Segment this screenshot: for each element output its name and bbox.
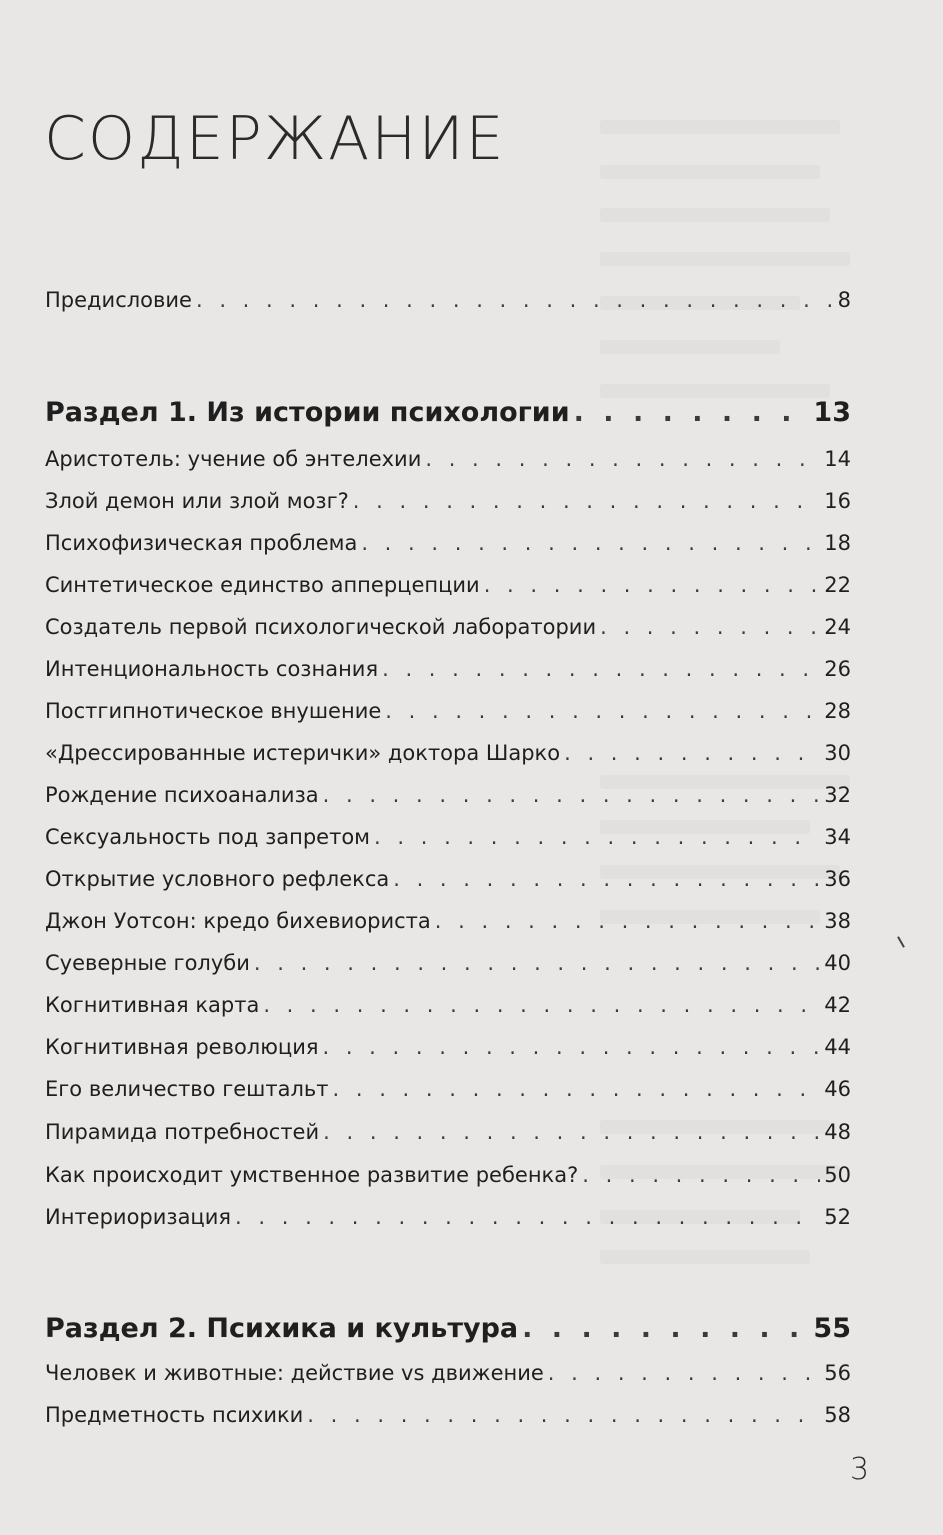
toc-entry-page: 28 [824,699,851,723]
toc-entry-title: Интериоризация [45,1205,232,1229]
toc-entry-page: 50 [824,1163,851,1187]
toc-entry-page: 40 [824,951,851,975]
toc-entry[interactable] [45,613,851,641]
toc-entry[interactable] [45,1161,851,1189]
dot-leader [374,823,820,851]
toc-entry-title: Интенциональность сознания [45,657,379,681]
dot-leader [333,1075,821,1103]
toc-entry-title: Психофизическая проблема [45,531,358,555]
dot-leader [522,1312,809,1346]
toc-section-page: 55 [813,1313,851,1344]
dot-leader [484,571,821,599]
dot-leader [548,1359,820,1387]
toc-entry-page: 58 [824,1403,851,1427]
toc-entry-page: 48 [824,1120,851,1144]
toc-entry[interactable] [45,1118,851,1146]
dot-leader [254,949,820,977]
toc-entry-page: 18 [824,531,851,555]
dot-leader [263,991,820,1019]
toc-entry-title: Сексуальность под запретом [45,825,371,849]
toc-entry-page: 22 [824,573,851,597]
toc-entry-page: 36 [824,867,851,891]
dot-leader [235,1203,820,1231]
toc-entry[interactable] [45,697,851,725]
toc-section-title: Раздел 1. Из истории психологии [45,397,570,428]
toc-entry-page: 34 [824,825,851,849]
dot-leader [564,739,820,767]
page-number: 3 [850,1452,870,1487]
toc-entry-page: 52 [824,1205,851,1229]
toc-entry[interactable] [45,1203,851,1231]
stray-pen-mark [897,936,905,947]
toc-section-page: 13 [813,397,851,428]
dot-leader [353,487,820,515]
dot-leader [323,1118,820,1146]
toc-entry[interactable] [45,1401,851,1429]
toc-entry-page: 56 [824,1361,851,1385]
toc-entry-title: Как происходит умственное развитие ребенка? [45,1163,579,1187]
toc-entry-page: 30 [824,741,851,765]
toc-entry-title: Рождение психоанализа [45,783,319,807]
toc-entry[interactable] [45,991,851,1019]
toc-entry-title: Синтетическое единство апперцепции [45,573,480,597]
toc-entry[interactable] [45,487,851,515]
toc-entry-title: Постгипнотическое внушение [45,699,382,723]
page-title: СОДЕРЖАНИЕ [44,104,506,174]
toc-entry-title: Джон Уотсон: кредо бихевиориста [45,909,431,933]
dot-leader [393,865,820,893]
toc-entry[interactable] [45,655,851,683]
toc-entry[interactable] [45,286,851,314]
toc-entry-title: Предметность психики [45,1403,304,1427]
toc-entry[interactable] [45,865,851,893]
toc-entry-title: Предисловие [45,288,192,312]
dot-leader [307,1401,820,1429]
dot-leader [385,697,820,725]
toc-entry-page: 16 [824,489,851,513]
toc-entry-title: Пирамида потребностей [45,1120,320,1144]
toc-entry-page: 26 [824,657,851,681]
dot-leader [600,613,820,641]
toc-section[interactable] [45,1312,851,1346]
toc-entry[interactable] [45,781,851,809]
toc-entry-title: Аристотель: учение об энтелехии [45,447,422,471]
toc-entry-title: Его величество гештальт [45,1077,329,1101]
toc-entry-page: 14 [824,447,851,471]
toc-entry[interactable] [45,1033,851,1061]
toc-entry[interactable] [45,445,851,473]
toc-entry-page: 8 [837,288,851,312]
dot-leader [196,286,834,314]
toc-entry[interactable] [45,1359,851,1387]
toc-entry-title: Суеверные голуби [45,951,250,975]
toc-entry-page: 24 [824,615,851,639]
toc-entry-title: Когнитивная карта [45,993,260,1017]
toc-entry[interactable] [45,823,851,851]
toc-entry-title: Когнитивная революция [45,1035,319,1059]
toc-section[interactable] [45,396,851,430]
dot-leader [574,396,810,430]
toc-section-title: Раздел 2. Психика и культура [45,1313,519,1344]
toc-entry[interactable] [45,907,851,935]
dot-leader [435,907,821,935]
dot-leader [322,1033,820,1061]
toc-entry-title: Человек и животные: действие vs движение [45,1361,544,1385]
toc-entry[interactable] [45,571,851,599]
toc-entry-page: 38 [824,909,851,933]
toc-entry[interactable] [45,949,851,977]
dot-leader [582,1161,820,1189]
toc-entry-page: 46 [824,1077,851,1101]
toc-entry-page: 42 [824,993,851,1017]
dot-leader [323,781,821,809]
toc-entry-title: Создатель первой психологической лаборатории [45,615,597,639]
toc-entry[interactable] [45,739,851,767]
toc-entry-page: 32 [824,783,851,807]
toc-entry-title: «Дрессированные истерички» доктора Шарко [45,741,561,765]
toc-entry[interactable] [45,1075,851,1103]
toc-entry-title: Злой демон или злой мозг? [45,489,349,513]
toc-entry-page: 44 [824,1035,851,1059]
toc-entry[interactable] [45,529,851,557]
dot-leader [425,445,820,473]
dot-leader [382,655,820,683]
toc-entry-title: Открытие условного рефлекса [45,867,390,891]
dot-leader [361,529,820,557]
